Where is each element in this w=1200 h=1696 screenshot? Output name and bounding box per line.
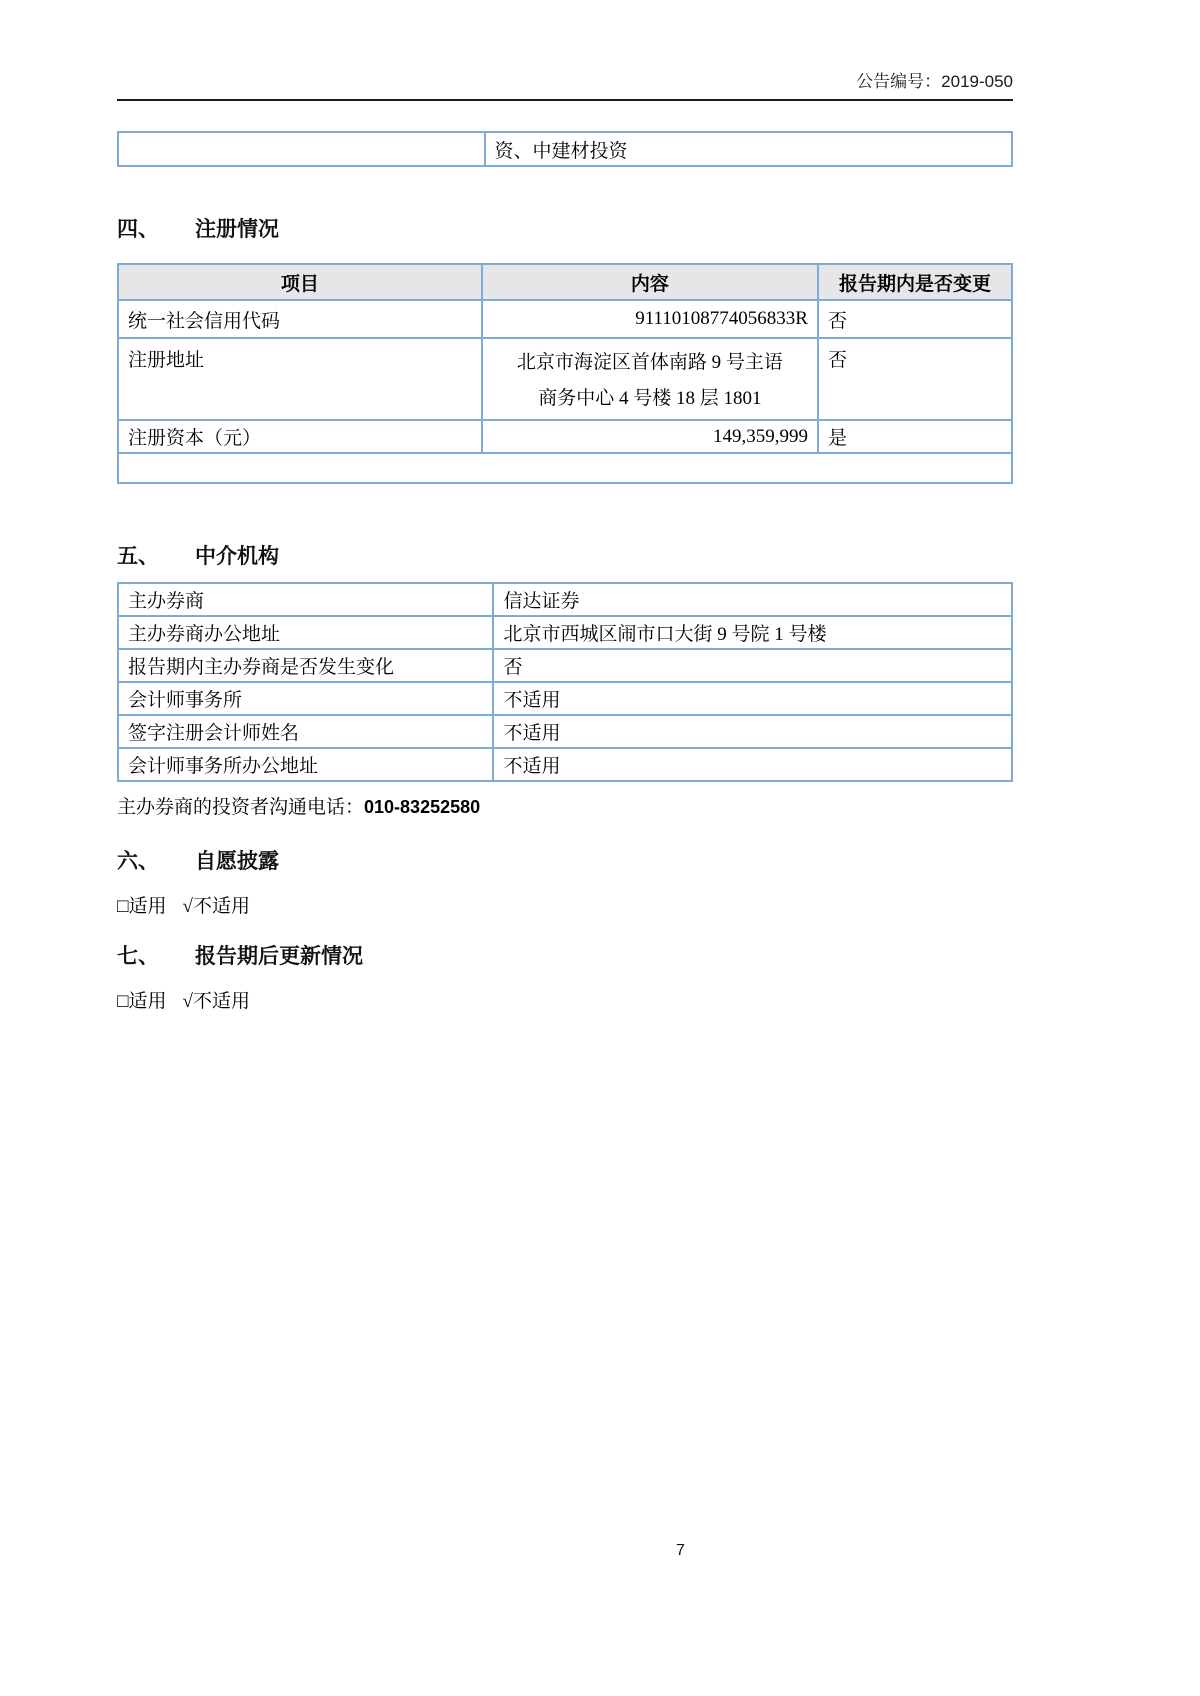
sponsor-phone-line <box>117 792 1013 819</box>
cell-changed: 否 <box>818 338 1012 420</box>
checkmark-icon: √ <box>182 991 193 1012</box>
section-7-applicability <box>117 986 1013 1013</box>
cell-item: 统一社会信用代码 <box>118 300 482 338</box>
section-7-heading <box>117 940 1013 970</box>
empty-row-cell <box>118 453 1012 483</box>
carryover-content-cell: 资、中建材投资 <box>485 132 1012 166</box>
table-row <box>118 715 1012 748</box>
table-row <box>118 453 1012 483</box>
section-4-heading <box>117 213 1013 243</box>
cell-value: 北京市西城区闹市口大街 9 号院 1 号楼 <box>493 616 1012 649</box>
table-row <box>118 748 1012 781</box>
cell-label: 会计师事务所 <box>118 682 493 715</box>
announcement-header <box>117 70 1013 94</box>
section-number: 七、 <box>117 945 159 968</box>
cell-content: 91110108774056833R <box>482 300 818 338</box>
table-header-row <box>118 264 1012 300</box>
carryover-table <box>117 131 1013 167</box>
cell-label: 主办券商办公地址 <box>118 616 493 649</box>
table-row <box>118 682 1012 715</box>
cell-value: 信达证券 <box>493 583 1012 616</box>
section-title: 注册情况 <box>195 218 279 241</box>
cell-item: 注册地址 <box>118 338 482 420</box>
cell-value: 否 <box>493 649 1012 682</box>
announcement-number-label: 公告编号： <box>856 72 942 91</box>
col-header-content: 内容 <box>482 264 818 300</box>
section-number: 四、 <box>117 218 159 241</box>
carryover-empty-cell <box>118 132 485 166</box>
header-rule <box>117 99 1013 101</box>
cell-content: 149,359,999 <box>482 420 818 453</box>
section-number: 五、 <box>117 545 159 568</box>
checkmark-icon: √ <box>182 896 193 917</box>
cell-value: 不适用 <box>493 682 1012 715</box>
phone-label: 主办券商的投资者沟通电话： <box>117 797 365 818</box>
cell-item: 注册资本（元） <box>118 420 482 453</box>
table-row <box>118 132 1012 166</box>
phone-number: 010-83252580 <box>364 797 481 817</box>
table-row <box>118 583 1012 616</box>
cell-label: 主办券商 <box>118 583 493 616</box>
table-row <box>118 420 1012 453</box>
checkbox-unchecked-icon: □ <box>117 896 129 917</box>
not-applicable-label: 不适用 <box>192 896 250 917</box>
not-applicable-label: 不适用 <box>192 991 250 1012</box>
cell-label: 会计师事务所办公地址 <box>118 748 493 781</box>
cell-value: 不适用 <box>493 715 1012 748</box>
page-number: 7 <box>676 1542 685 1559</box>
section-title: 中介机构 <box>195 545 279 568</box>
table-row <box>118 338 1012 420</box>
section-title: 报告期后更新情况 <box>195 945 363 968</box>
registration-table <box>117 263 1013 484</box>
section-5-heading <box>117 540 1013 570</box>
section-6-heading <box>117 845 1013 875</box>
cell-content <box>482 338 818 420</box>
cell-value: 不适用 <box>493 748 1012 781</box>
address-line-1: 北京市海淀区首体南路 9 号主语 <box>516 352 783 373</box>
applicable-label: 适用 <box>128 896 167 917</box>
section-number: 六、 <box>117 850 159 873</box>
section-title: 自愿披露 <box>195 850 279 873</box>
cell-changed: 是 <box>818 420 1012 453</box>
table-row <box>118 616 1012 649</box>
applicable-label: 适用 <box>128 991 167 1012</box>
cell-changed: 否 <box>818 300 1012 338</box>
cell-label: 签字注册会计师姓名 <box>118 715 493 748</box>
col-header-changed: 报告期内是否变更 <box>818 264 1012 300</box>
section-6-applicability <box>117 891 1013 918</box>
intermediary-table <box>117 582 1013 782</box>
announcement-number-value: 2019-050 <box>941 72 1013 91</box>
checkbox-unchecked-icon: □ <box>117 991 129 1012</box>
address-line-2: 商务中心 4 号楼 18 层 1801 <box>538 388 762 409</box>
table-row <box>118 300 1012 338</box>
cell-label: 报告期内主办券商是否发生变化 <box>118 649 493 682</box>
table-row <box>118 649 1012 682</box>
col-header-item: 项目 <box>118 264 482 300</box>
